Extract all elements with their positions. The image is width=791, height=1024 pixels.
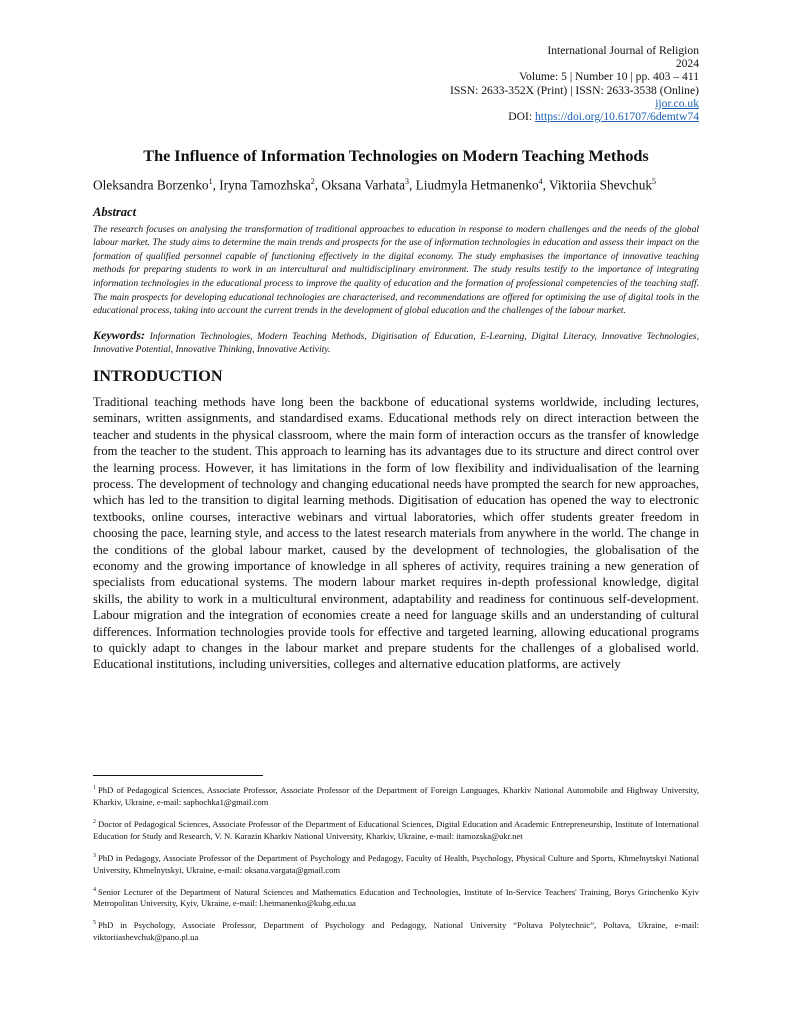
footnote-text: Senior Lecturer of the Department of Natural Sciences and Mathematics Education and Technologies, Institute of In-Service Teachers' Training, Borys Grinchenko Kyiv Metropolitan University, Kyiv, Ukraine, e-mail: l.hetmanenko@kubg.edu.ua xyxy=(93,886,699,909)
author-name: Oksana Varhata xyxy=(321,177,405,193)
doi-label: DOI: xyxy=(508,110,535,124)
author-mark: 1 xyxy=(208,177,213,187)
author-name: Oleksandra Borzenko xyxy=(93,177,209,193)
footnote xyxy=(93,782,699,808)
doi-link[interactable]: https://doi.org/10.61707/6demtw74 xyxy=(534,110,699,124)
footnote-mark: 4 xyxy=(93,886,96,893)
author-name: Liudmyla Hetmanenko xyxy=(415,177,539,193)
author-separator: , xyxy=(314,177,322,193)
footnote-text: Doctor of Pedagogical Sciences, Associate Professor of the Department of Educational Sciences, Digital Education and Academic Entrepreneurship, Institute of International Education for Study and Research, V. N. Karazin Kharkiv National University, Kharkiv, Ukraine, e-mail: itamozska@ukr.net xyxy=(93,818,699,841)
author-separator: , xyxy=(408,177,416,193)
abstract-heading: Abstract xyxy=(93,204,137,219)
author-mark: 4 xyxy=(538,177,543,187)
author-name: Viktoriia Shevchuk xyxy=(549,177,653,193)
footnote xyxy=(93,917,699,943)
footnote xyxy=(93,850,699,876)
footnote-divider xyxy=(93,775,263,776)
footnote-mark: 2 xyxy=(93,818,96,825)
paper-page xyxy=(93,44,699,673)
footnote xyxy=(93,884,699,910)
issn-line: ISSN: 2633-352X (Print) | ISSN: 2633-3538 (Online) xyxy=(449,83,699,97)
footnotes xyxy=(93,782,699,951)
introduction-heading: INTRODUCTION xyxy=(93,366,223,385)
author-list xyxy=(93,173,699,193)
volume-line: Volume: 5 | Number 10 | pp. 403 – 411 xyxy=(519,70,699,84)
footnote-mark: 5 xyxy=(93,920,96,927)
journal-name: International Journal of Religion xyxy=(547,44,699,57)
journal-header xyxy=(93,44,699,123)
footnote-mark: 1 xyxy=(93,785,96,791)
footnote xyxy=(93,816,699,842)
author-separator: , xyxy=(212,177,220,193)
footnote-text: PhD of Pedagogical Sciences, Associate Professor, Associate Professor of the Department of Foreign Languages, Kharkiv National Automobile and Highway University, Kharkiv, Ukraine, e-mail: saphochka1@gmail.com xyxy=(93,784,699,807)
footnote-mark: 3 xyxy=(93,852,96,859)
footnote-text: PhD in Psychology, Associate Professor, Department of Psychology and Pedagogy, National University “Poltava Polytechnic”, Poltava, Ukraine, e-mail: viktoriiashevchuk@pano.pl.ua xyxy=(93,920,699,943)
paper-title: The Influence of Information Technologies on Modern Teaching Methods xyxy=(143,147,649,166)
journal-year: 2024 xyxy=(675,57,699,71)
author-separator: , xyxy=(542,177,550,193)
doi-line xyxy=(93,110,699,123)
keywords-text: Information Technologies, Modern Teaching Methods, Digitisation of Education, E-Learning, Digital Literacy, Innovative Technologies, Innovative Potential, Innovative Thinking, Innovative Activity. xyxy=(93,330,699,356)
keywords-label: Keywords: xyxy=(93,327,145,342)
author-mark: 5 xyxy=(652,177,657,187)
abstract-text: The research focuses on analysing the transformation of traditional approaches to education in response to modern challenges and the needs of the global labour market. The study aims to determine the main trends and prospects for the use of information technologies in education and assess their impact on the formation of qualified personnel capable of functioning effectively in the digital economy. The study emphasises the importance of innovative teaching methods for preparing students to work in an intercultural and multidisciplinary environment. The study results testify to the importance of integrating information technologies in the educational process to improve the quality of education and the formation of professional competencies of the teaching staff. The main prospects for developing educational technologies are characterised, and recommendations are offered for optimising the use of digital tools in the educational process, taking into account the current trends in the development of global education and the challenges of the labour market. xyxy=(93,223,699,317)
journal-site-link[interactable]: ijor.co.uk xyxy=(655,96,699,110)
author-mark: 2 xyxy=(310,177,315,187)
author-mark: 3 xyxy=(404,177,409,187)
keywords xyxy=(93,329,699,357)
author-name: Iryna Tamozhska xyxy=(219,177,311,193)
footnote-text: PhD in Pedagogy, Associate Professor of the Department of Psychology and Pedagogy, Faculty of Health, Psychology, Physical Culture and Sports, Khmelnytskyi National University, Khmelnytskyi, Ukraine, e-mail: oksana.vargata@gmail.com xyxy=(93,852,699,875)
introduction-text: Traditional teaching methods have long been the backbone of educational systems worldwide, including lectures, seminars, written assignments, and standardised exams. Educational methods rely on direct interaction between the teacher and students in the physical classroom, where the main form of interaction occurs as the transfer of knowledge from the teacher to the student. This approach to learning has its advantages due to its structure and direct control over the learning process. However, it has limitations in the form of low flexibility and individualisation of the learning process. The development of technology and changing educational needs have prompted the search for new approaches, which has led to the transition to digital learning methods. Digitisation of education has opened the way to electronic textbooks, online courses, interactive webinars and virtual laboratories, which offer students greater freedom in choosing the pace, learning style, and access to the latest research materials from anywhere in the world. The change in the conditions of the global labour market, caused by the development of technologies, the globalisation of the economy and the growing importance of knowledge in all spheres of activity, requires training a new generation of specialists from educational systems. The modern labour market requires in-depth professional knowledge, digital skills, the ability to work in a multicultural environment, adaptability and readiness for continuous self-development. Labour migration and the integration of economies create a need for language skills and an understanding of cultural differences. Information technologies provide tools for effective and targeted learning, allowing educational programs to quickly adapt to changes in the labour market and prepare students for the challenges of a globalised world. Educational institutions, including universities, colleges and alternative education platforms, are actively xyxy=(93,394,699,672)
